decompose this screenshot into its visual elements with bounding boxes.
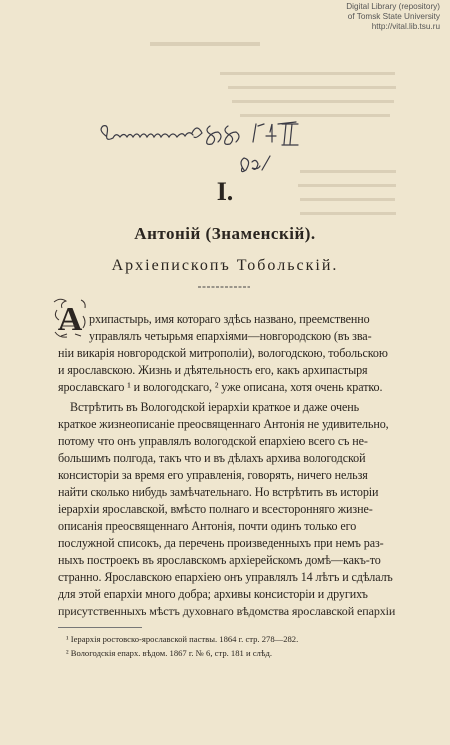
body-line: для этой епархіи много добра; архивы консисторіи и другихъ [58,587,368,601]
body-line: краткое жизнеописаніе преосвященнаго Антонія не удивительно, [58,417,389,431]
body-line: потому что онъ управлялъ вологодской епархіею всего съ не- [58,434,368,448]
stamp-line-3: http://vital.lib.tsu.ru [371,22,440,31]
stamp-line-1: Digital Library (repository) [346,2,440,11]
footnote-rule [58,627,142,628]
body-line: консисторіи за время его управленія, говорять, ничего нельзя [58,468,368,482]
body-line: ярославскаго ¹ и вологодскаго, ² уже описана, хотя очень кратко. [58,380,383,394]
body-line: управлялъ четырьмя епархіями—новгородскою (въ зва- [89,329,372,343]
body-line: ніи викарія новгородской митрополіи), вологодскою, тобольскою [58,346,388,360]
body-line: послужной списокъ, да перечень произведенныхъ при немъ раз- [58,536,384,550]
body-line: іерархіи ярославской, вмѣсто полнаго и всесторонняго жизне- [58,502,373,516]
body-line: описанія преосвященнаго Антонія, почти одинъ только его [58,519,357,533]
body-line: и ярославскою. Жизнь и дѣятельность его, какъ архипастыря [58,363,368,377]
body-line: найти сколько нибудь замѣчательнаго. Но встрѣтить въ исторіи [58,485,379,499]
body-line: Встрѣтить въ Вологодской іерархіи краткое и даже очень [70,400,360,414]
chapter-number: I. [216,177,234,206]
title-ornament [196,284,252,290]
body-line: ныхъ построекъ въ ярославскомъ архіерейскомъ домѣ—какъ-то [58,553,381,567]
drop-cap-ornament [51,296,89,340]
body-line: большимъ полгода, такъ что и въ дѣлахъ архива вологодской [58,451,366,465]
footnote-2: ² Вологодскія епарх. вѣдом. 1867 г. № 6, стр. 181 и слѣд. [66,648,272,658]
body-line: странно. Ярославскою епархіею онъ управлялъ 14 лѣтъ и сдѣлалъ [58,570,393,584]
footnote-1: ¹ Іерархія ростовско-ярославской паствы. 1864 г. стр. 278—282. [66,634,299,644]
handwritten-note [0,0,450,200]
stamp-line-2: of Tomsk State University [347,12,440,21]
article-subtitle: Архіепископъ Тобольскій. [111,257,339,274]
drop-cap-letter: А [57,301,83,338]
body-line: присутственныхъ мѣстъ духовнаго вѣдомства ярославской епархіи [58,604,396,618]
article-title: Антоній (Знаменскій). [134,224,316,243]
body-line: рхипастырь, имя котораго здѣсь названо, преемственно [89,312,370,326]
